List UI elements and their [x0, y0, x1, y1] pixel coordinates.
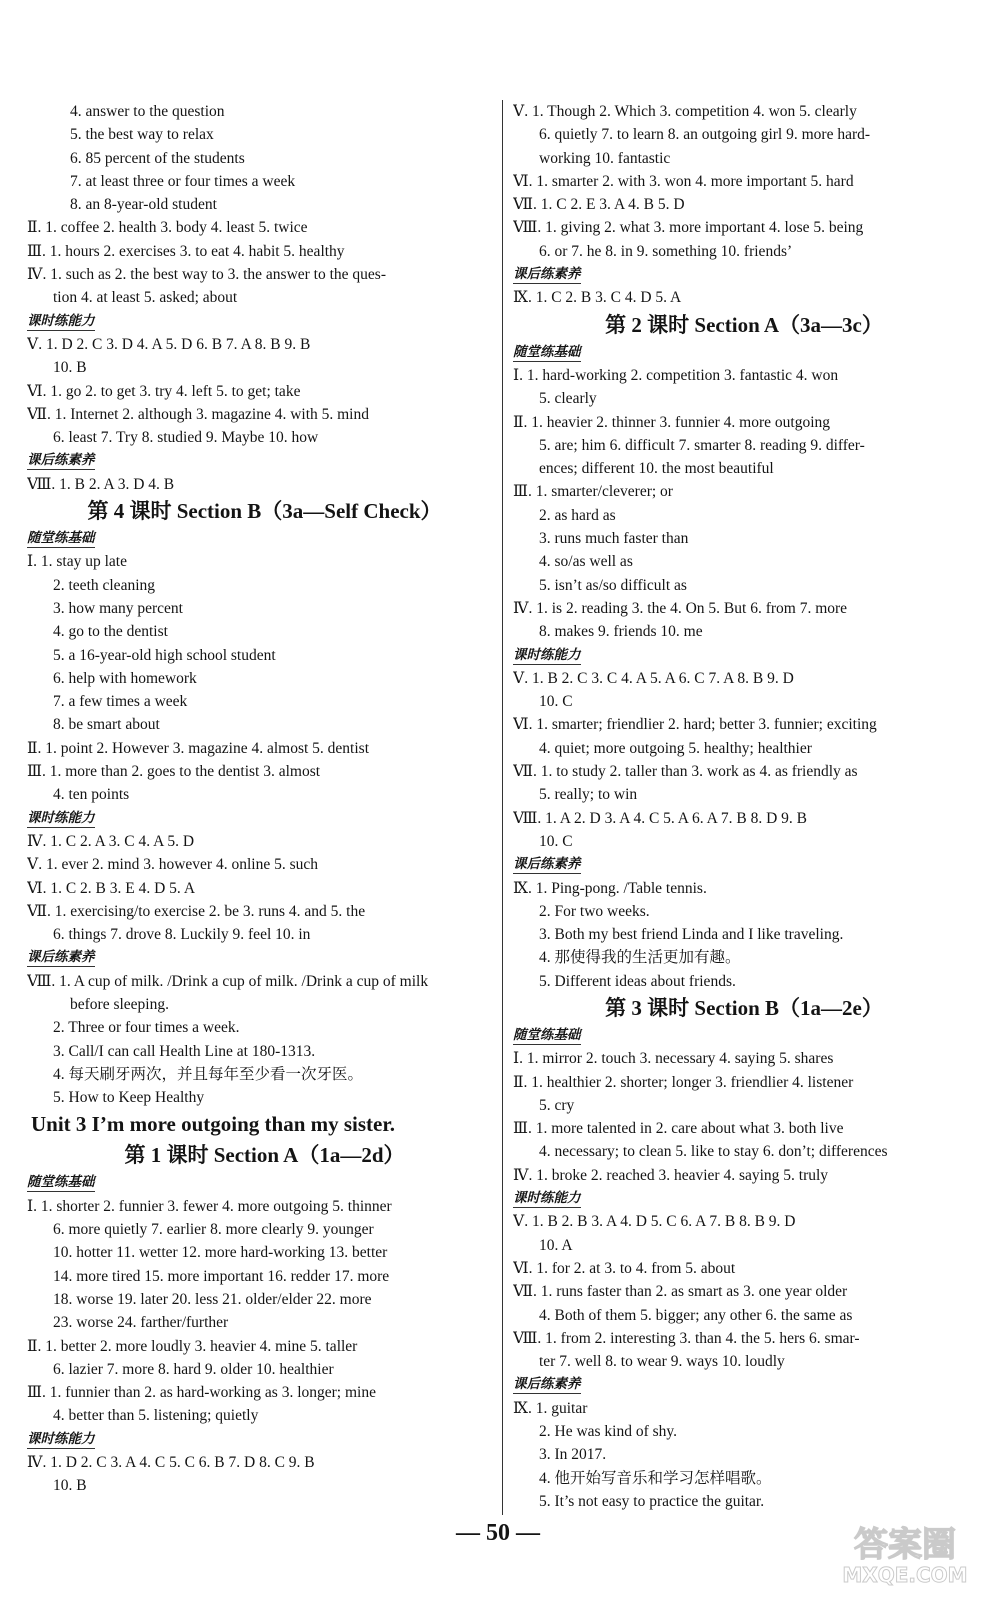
answer-line: 6. or 7. he 8. in 9. something 10. friends’ [539, 242, 793, 260]
section-heading-label: 随堂练基础 [27, 530, 95, 547]
answer-line: Ⅳ. 1. C 2. A 3. C 4. A 5. D [27, 832, 195, 850]
section-heading-label: 课时练能力 [513, 1190, 581, 1207]
svg-text:答案圈: 答案圈 [854, 1525, 956, 1565]
answer-line: Ⅰ. 1. shorter 2. funnier 3. fewer 4. more outgoing 5. thinner [27, 1197, 392, 1215]
answer-line: 5. the best way to relax [70, 126, 214, 144]
answer-line: Ⅲ. 1. more than 2. goes to the dentist 3. almost [27, 763, 321, 781]
answer-line: 3. Both my best friend Linda and I like traveling. [539, 926, 844, 944]
answer-line: Ⅷ. 1. B 2. A 3. D 4. B [27, 475, 175, 493]
answer-line: Ⅵ. 1. go 2. to get 3. try 4. left 5. to get; take [27, 382, 301, 400]
section-heading-label: 课时练能力 [27, 1430, 95, 1447]
section-heading-label: 课后练素养 [27, 452, 95, 469]
answer-line: 4. answer to the question [70, 103, 225, 120]
answer-line: working 10. fantastic [539, 149, 671, 167]
answer-line: 6. more quietly 7. earlier 8. more clearly 9. younger [53, 1221, 374, 1239]
answer-line: 5. isn’t as/so difficult as [539, 576, 687, 594]
unit-title: Unit 3 I’m more outgoing than my sister. [31, 1112, 396, 1137]
section-heading [513, 644, 975, 667]
answer-line: 5. a 16-year-old high school student [53, 646, 276, 664]
answer-line: Ⅶ. 1. to study 2. taller than 3. work as 4. as friendly as [513, 763, 858, 781]
answer-line: 18. worse 19. later 20. less 21. older/elder 22. more [53, 1290, 372, 1308]
answer-line: Ⅵ. 1. smarter 2. with 3. won 4. more important 5. hard [513, 172, 854, 190]
answer-line: Ⅶ. 1. Internet 2. although 3. magazine 4. with 5. mind [27, 405, 369, 423]
answer-line: 10. hotter 11. wetter 12. more hard-working 13. better [53, 1244, 388, 1262]
left-column [27, 100, 502, 1498]
answer-line: 8. be smart about [53, 716, 160, 734]
lesson-title: 第 1 课时 Section A（1a—2d） [124, 1143, 405, 1168]
answer-line: Ⅵ. 1. C 2. B 3. E 4. D 5. A [27, 879, 196, 897]
answer-line: 2. Three or four times a week. [53, 1019, 240, 1037]
watermark-logo [830, 1520, 980, 1588]
answer-line: Ⅰ. 1. mirror 2. touch 3. necessary 4. saying 5. shares [513, 1050, 834, 1068]
answer-line: 4. 那使得我的生活更加有趣。 [539, 949, 741, 967]
answer-line: 4. Both of them 5. bigger; any other 6. the same as [539, 1306, 853, 1324]
answer-line: Ⅳ. 1. is 2. reading 3. the 4. On 5. But 6. from 7. more [513, 599, 848, 617]
answer-line: 3. Call/I can call Health Line at 180-1313. [53, 1042, 316, 1060]
answer-line: tion 4. at least 5. asked; about [53, 289, 238, 307]
answer-line: 4. so/as well as [539, 553, 633, 571]
answer-line: Ⅲ. 1. smarter/cleverer; or [513, 483, 673, 501]
answer-line: Ⅷ. 1. A 2. D 3. A 4. C 5. A 6. A 7. B 8. D 9. B [513, 809, 808, 827]
section-heading [27, 1428, 502, 1451]
answer-line: 2. He was kind of shy. [539, 1423, 678, 1441]
answer-line: 6. quietly 7. to learn 8. an outgoing girl 9. more hard- [539, 126, 871, 144]
section-heading-label: 课时练能力 [27, 312, 95, 329]
answer-line: 6. help with homework [53, 669, 197, 687]
answer-line: 2. as hard as [539, 506, 616, 524]
section-heading-label: 随堂练基础 [513, 1026, 581, 1043]
section-heading-label: 课时练能力 [27, 809, 95, 826]
section-heading [27, 449, 502, 472]
answer-line: 8. makes 9. friends 10. me [539, 623, 703, 641]
lesson-title: 第 4 课时 Section B（3a—Self Check） [87, 499, 442, 524]
answer-line: Ⅶ. 1. exercising/to exercise 2. be 3. runs 4. and 5. the [27, 902, 366, 920]
answer-line: Ⅴ. 1. ever 2. mind 3. however 4. online 5. such [27, 856, 318, 874]
answer-line: ter 7. well 8. to wear 9. ways 10. loudly [539, 1353, 785, 1371]
lesson-title: 第 2 课时 Section A（3a—3c） [605, 312, 883, 337]
answer-line: 5. It’s not easy to practice the guitar. [539, 1492, 765, 1510]
section-heading [27, 946, 502, 969]
answer-line: ences; different 10. the most beautiful [539, 460, 774, 478]
answer-line: 5. cry [539, 1096, 575, 1114]
answer-line: 6. 85 percent of the students [70, 149, 245, 167]
answer-line: 10. B [53, 1477, 87, 1495]
answer-line: 10. C [539, 693, 573, 711]
answer-line: Ⅱ. 1. healthier 2. shorter; longer 3. friendlier 4. listener [513, 1073, 854, 1091]
answer-line: 4. ten points [53, 786, 130, 804]
answer-line: Ⅳ. 1. such as 2. the best way to 3. the answer to the ques- [27, 266, 386, 284]
answer-line: 4. 每天刷牙两次，并且每年至少看一次牙医。 [53, 1065, 364, 1083]
answer-line: Ⅱ. 1. heavier 2. thinner 3. funnier 4. more outgoing [513, 413, 831, 431]
answer-line: 6. least 7. Try 8. studied 9. Maybe 10. how [53, 429, 319, 447]
answer-line: Ⅲ. 1. hours 2. exercises 3. to eat 4. habit 5. healthy [27, 242, 345, 260]
answer-line: 2. teeth cleaning [53, 576, 155, 594]
answer-line: 8. an 8-year-old student [70, 196, 217, 214]
section-heading [27, 1171, 502, 1194]
answer-line: before sleeping. [70, 995, 169, 1013]
answer-line: Ⅵ. 1. for 2. at 3. to 4. from 5. about [513, 1259, 736, 1277]
answer-line: 10. B [53, 359, 87, 377]
answer-line: 5. clearly [539, 390, 597, 408]
answer-line: Ⅱ. 1. better 2. more loudly 3. heavier 4. mine 5. taller [27, 1337, 358, 1355]
answer-line: 3. runs much faster than [539, 530, 689, 548]
answer-line: 4. go to the dentist [53, 623, 168, 641]
answer-line: Ⅱ. 1. coffee 2. health 3. body 4. least 5. twice [27, 219, 308, 237]
answer-line: Ⅸ. 1. guitar [513, 1399, 588, 1417]
section-heading-label: 课后练素养 [513, 266, 581, 283]
answer-line: Ⅲ. 1. funnier than 2. as hard-working as 3. longer; mine [27, 1384, 376, 1402]
section-heading [513, 853, 975, 876]
section-heading-label: 随堂练基础 [27, 1174, 95, 1191]
answer-line: Ⅶ. 1. C 2. E 3. A 4. B 5. D [513, 196, 685, 214]
answer-line: Ⅱ. 1. point 2. However 3. magazine 4. almost 5. dentist [27, 739, 369, 757]
svg-text:MXQE.COM: MXQE.COM [842, 1563, 968, 1587]
answer-line: Ⅶ. 1. runs faster than 2. as smart as 3. one year older [513, 1283, 848, 1301]
answer-line: 3. In 2017. [539, 1446, 607, 1464]
answer-line: 7. a few times a week [53, 693, 188, 711]
section-heading [513, 1373, 975, 1396]
answer-line: 10. A [539, 1236, 573, 1254]
answer-line: Ⅴ. 1. D 2. C 3. D 4. A 5. D 6. B 7. A 8. B 9. B [27, 335, 311, 353]
page-number: — 50 — [456, 1520, 540, 1546]
answer-line: Ⅰ. 1. hard-working 2. competition 3. fantastic 4. won [513, 366, 839, 384]
section-heading [27, 310, 502, 333]
answer-line: 2. For two weeks. [539, 902, 650, 920]
answer-line: Ⅲ. 1. more talented in 2. care about what 3. both live [513, 1120, 844, 1138]
section-heading-label: 课后练素养 [513, 856, 581, 873]
section-heading-label: 随堂练基础 [513, 343, 581, 360]
answer-line: Ⅴ. 1. Though 2. Which 3. competition 4. won 5. clearly [513, 103, 857, 120]
section-heading-label: 课时练能力 [513, 646, 581, 663]
answer-line: Ⅰ. 1. stay up late [27, 553, 127, 571]
answer-line: Ⅳ. 1. broke 2. reached 3. heavier 4. saying 5. truly [513, 1166, 829, 1184]
answer-line: 7. at least three or four times a week [70, 172, 296, 190]
answer-line: 5. really; to win [539, 786, 638, 804]
answer-line: 6. things 7. drove 8. Luckily 9. feel 10. in [53, 926, 311, 944]
answer-line: Ⅷ. 1. from 2. interesting 3. than 4. the 5. hers 6. smar- [513, 1329, 860, 1347]
column-divider [502, 100, 503, 1515]
lesson-title: 第 3 课时 Section B（1a—2e） [605, 995, 883, 1020]
section-heading [513, 1187, 975, 1210]
answer-line: 10. C [539, 832, 573, 850]
answer-line: Ⅸ. 1. Ping-pong. /Table tennis. [513, 879, 707, 897]
answer-line: Ⅷ. 1. giving 2. what 3. more important 4. lose 5. being [513, 219, 864, 237]
right-column [513, 100, 975, 1513]
section-heading [27, 527, 502, 550]
answer-line: 23. worse 24. farther/further [53, 1314, 229, 1332]
answer-line: Ⅴ. 1. B 2. C 3. C 4. A 5. A 6. C 7. A 8. B 9. D [513, 669, 794, 687]
answer-line: 4. necessary; to clean 5. like to stay 6. don’t; differences [539, 1143, 888, 1161]
answer-line: 14. more tired 15. more important 16. redder 17. more [53, 1267, 390, 1285]
answer-line: Ⅳ. 1. D 2. C 3. A 4. C 5. C 6. B 7. D 8. C 9. B [27, 1454, 315, 1472]
section-heading [513, 341, 975, 364]
section-heading [513, 1024, 975, 1047]
answer-line: 5. are; him 6. difficult 7. smarter 8. reading 9. differ- [539, 436, 865, 454]
answer-line: 4. quiet; more outgoing 5. healthy; healthier [539, 739, 812, 757]
answer-line: 5. Different ideas about friends. [539, 972, 736, 990]
answer-line: 4. better than 5. listening; quietly [53, 1407, 259, 1425]
section-heading-label: 课后练素养 [513, 1376, 581, 1393]
answer-line: 6. lazier 7. more 8. hard 9. older 10. healthier [53, 1360, 334, 1378]
answer-line: 3. how many percent [53, 599, 183, 617]
answer-line: Ⅷ. 1. A cup of milk. /Drink a cup of milk. /Drink a cup of milk [27, 972, 429, 990]
answer-line: Ⅴ. 1. B 2. B 3. A 4. D 5. C 6. A 7. B 8. B 9. D [513, 1213, 796, 1231]
answer-line: Ⅸ. 1. C 2. B 3. C 4. D 5. A [513, 289, 682, 307]
section-heading [513, 263, 975, 286]
answer-line: 4. 他开始写音乐和学习怎样唱歌。 [539, 1469, 772, 1487]
section-heading-label: 课后练素养 [27, 949, 95, 966]
answer-line: 5. How to Keep Healthy [53, 1089, 205, 1107]
answer-line: Ⅵ. 1. smarter; friendlier 2. hard; better 3. funnier; exciting [513, 716, 877, 734]
section-heading [27, 807, 502, 830]
